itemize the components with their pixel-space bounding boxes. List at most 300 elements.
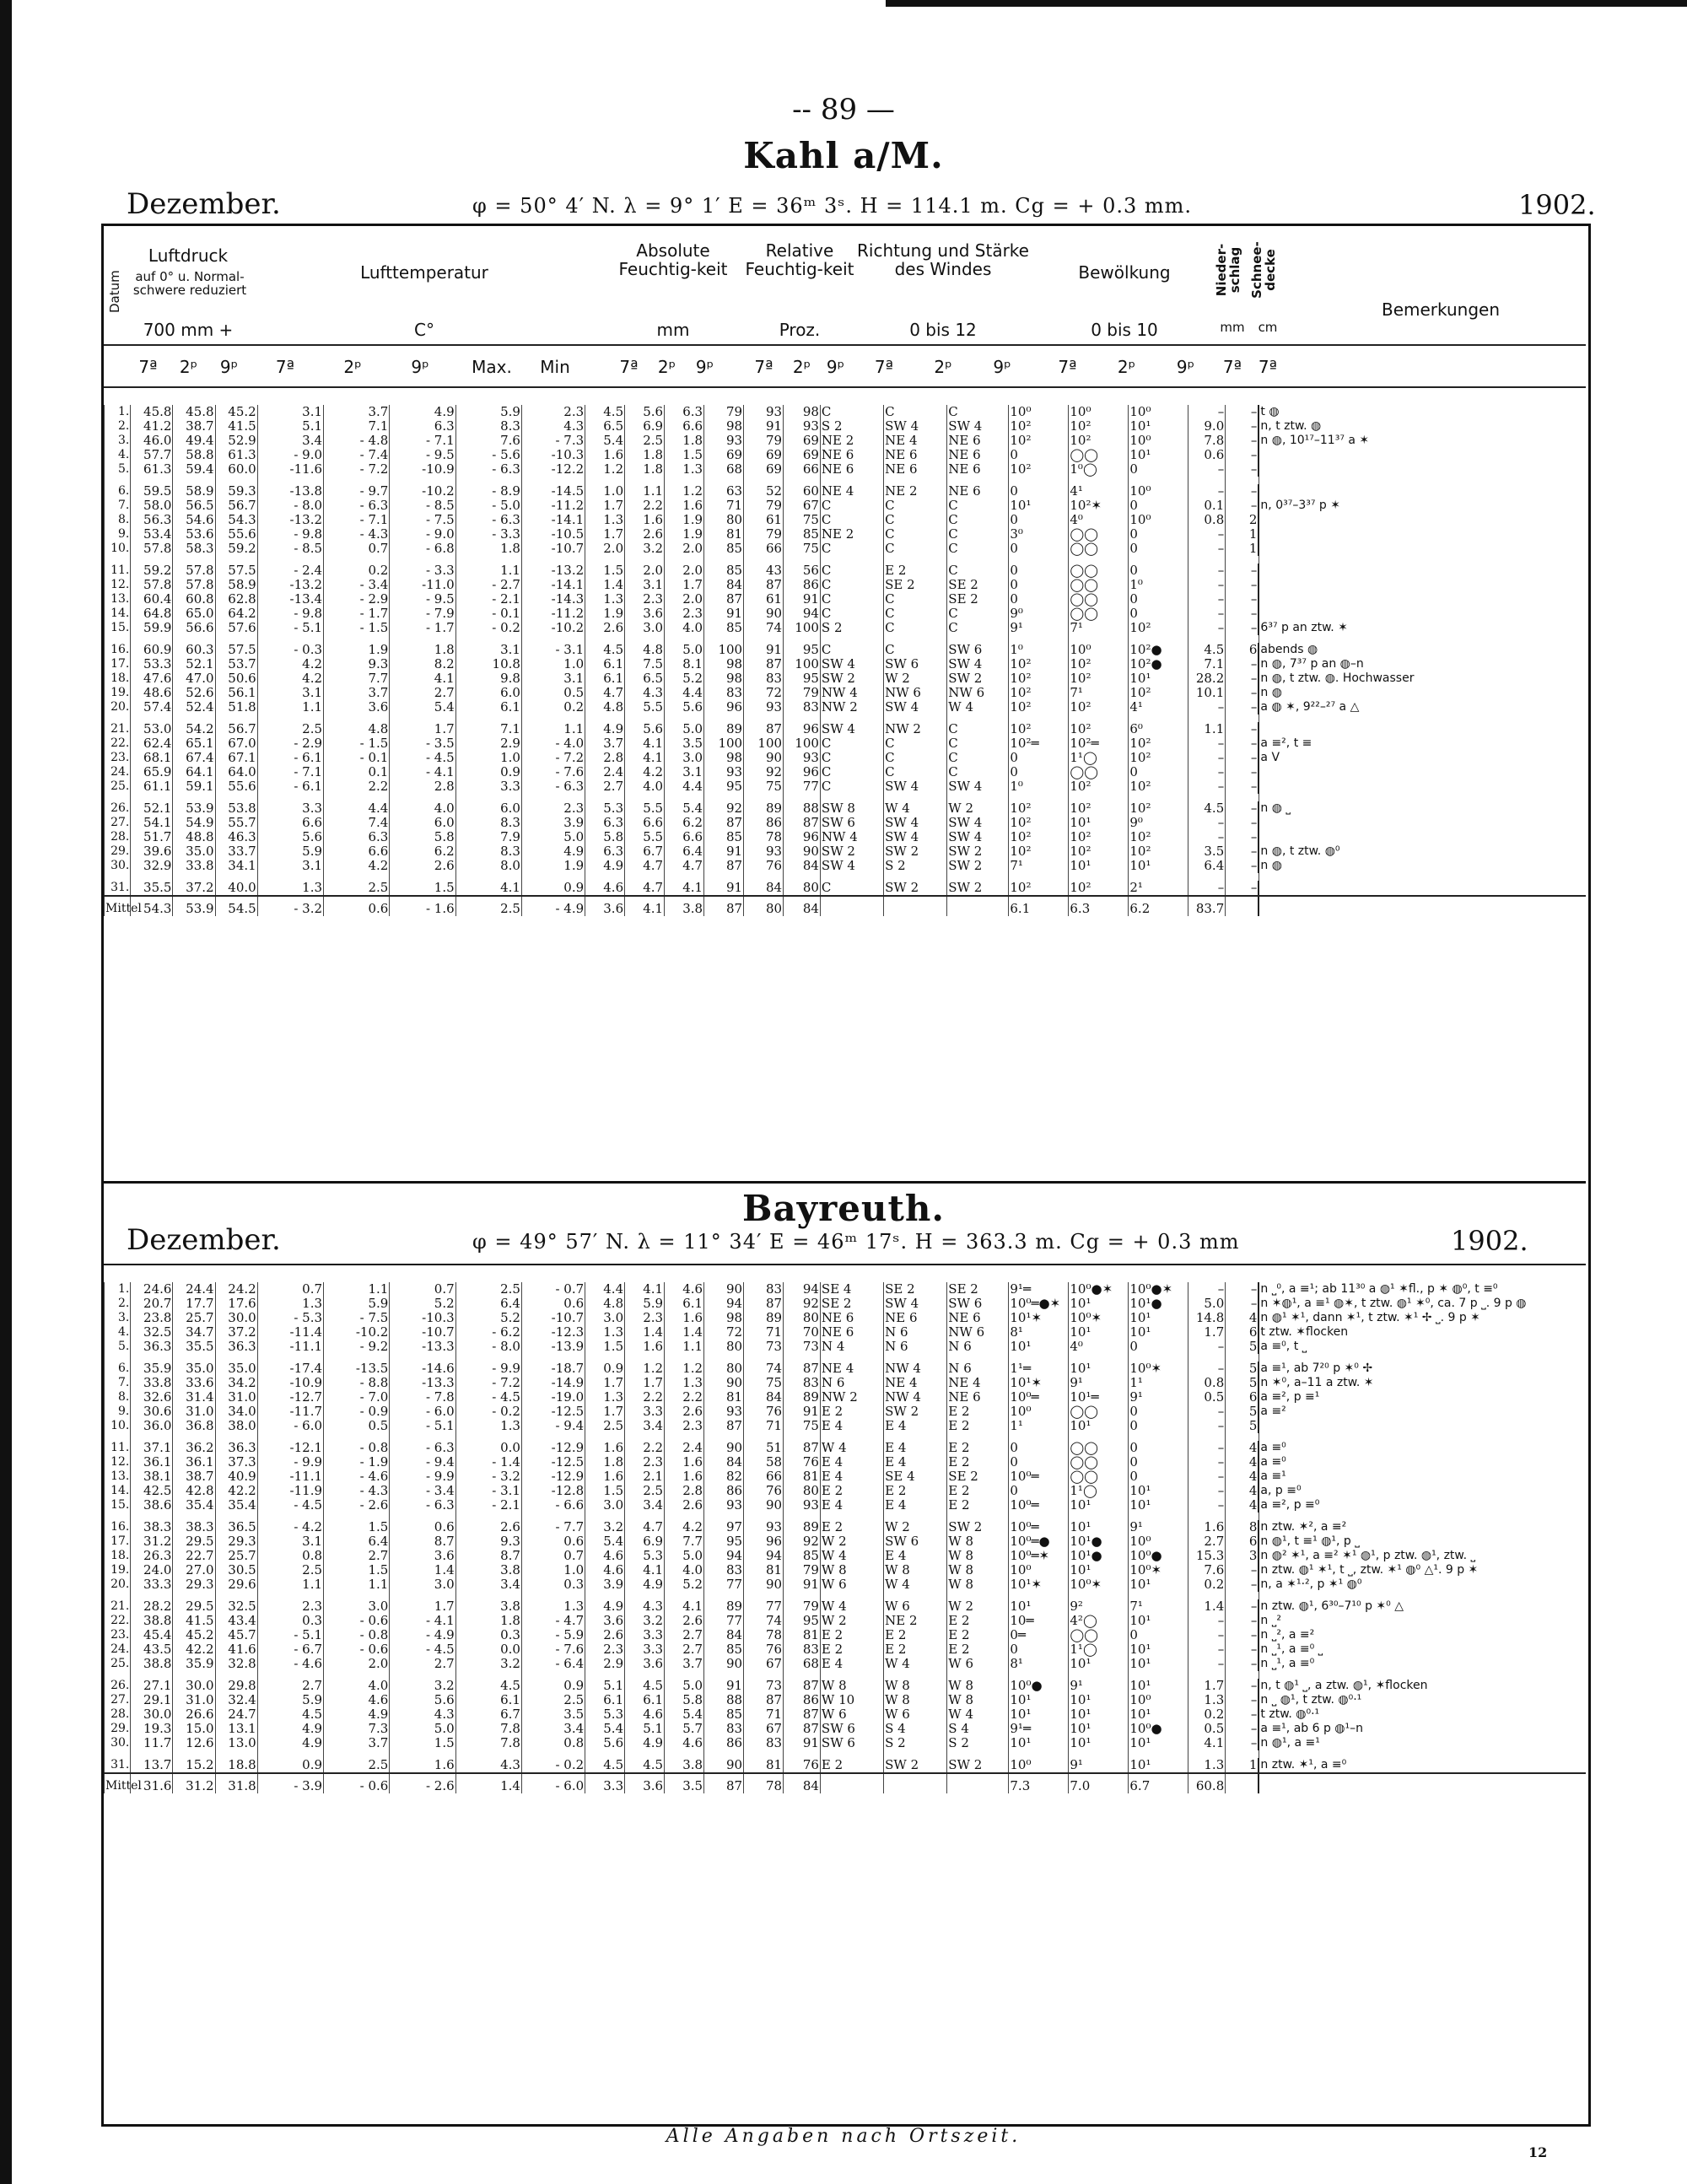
cell-snow-cover: 4 (1226, 1484, 1259, 1498)
cell-temp-9: 4.1 (390, 671, 455, 686)
cell-temp-max: - 6.3 (455, 462, 521, 477)
cell-abs-hum-2: 2.3 (625, 592, 665, 607)
cell-rel-hum-2: 79 (744, 499, 784, 513)
cell-cloud-9: 10²● (1129, 643, 1188, 657)
cell-temp-min: - 4.0 (521, 736, 585, 751)
cell-rel-hum-9: 100 (784, 621, 821, 635)
cell-wind-7: S 2 (820, 419, 883, 434)
cell-abs-hum-9: 2.3 (665, 1419, 704, 1433)
cell-temp-min: -14.1 (521, 578, 585, 592)
cell-abs-hum-7: 2.5 (585, 1419, 625, 1433)
cell-remarks: a ≡², t ≡ (1259, 736, 1586, 751)
cell-precipitation: – (1188, 405, 1226, 419)
sub-header-p2: 2ᵖ (179, 357, 198, 377)
cell-datum: 8. (105, 513, 131, 527)
cell-wind-2: NE 4 (884, 1376, 947, 1390)
cell-temp-2: 2.7 (324, 1549, 390, 1563)
cell-remarks (1259, 513, 1586, 527)
cell-cloud-2: ◯◯ (1069, 592, 1129, 607)
cell-abs-hum-2: 6.6 (625, 816, 665, 830)
cell-remarks: n ⎵⁰, a ≡¹; ab 11³⁰ a ◍¹ ✶fl., p ✶ ◍⁰, t ≡⁰ (1259, 1282, 1586, 1297)
cell-pressure-7: 38.3 (131, 1520, 173, 1534)
cell-temp-min: 4.3 (521, 419, 585, 434)
cell-rel-hum-9: 75 (784, 1419, 821, 1433)
mean-row (105, 896, 1587, 916)
cell-rel-hum-2: 61 (744, 592, 784, 607)
cell-pressure-7: 45.4 (131, 1628, 173, 1642)
cell-rel-hum-2: 83 (744, 1282, 784, 1297)
cell-wind-9: E 2 (947, 1628, 1009, 1642)
cell-cloud-7: 0 (1009, 1455, 1069, 1469)
cell-pressure-2: 31.4 (173, 1390, 215, 1405)
cell-wind-2: W 4 (884, 801, 947, 816)
cell-wind-7: E 2 (820, 1405, 883, 1419)
cell-rel-hum-9: 87 (784, 1441, 821, 1455)
table-row (105, 801, 1587, 816)
cell-temp-7: -10.9 (257, 1376, 323, 1390)
cell-precipitation: – (1188, 1614, 1226, 1628)
cell-wind-7: SW 8 (820, 801, 883, 816)
cell-cloud-2: 10⁰ (1069, 643, 1129, 657)
cell-pressure-7: 37.1 (131, 1441, 173, 1455)
cell-temp-9: 3.2 (390, 1679, 455, 1693)
cell-rel-hum-9: 86 (784, 578, 821, 592)
cell-snow-cover: – (1226, 844, 1259, 859)
cell-pressure-2: 34.7 (173, 1325, 215, 1340)
cell-temp-max: 1.8 (455, 1614, 521, 1628)
cell-temp-2: - 1.5 (324, 621, 390, 635)
cell-rel-hum-7: 93 (704, 434, 744, 448)
cell-pressure-2: 56.5 (173, 499, 215, 513)
cell-temp-9: 5.4 (390, 700, 455, 715)
cell-abs-hum-7: 4.8 (585, 1297, 625, 1311)
cell-pressure-9: 45.7 (215, 1628, 257, 1642)
cell-cloud-9: 10² (1129, 844, 1188, 859)
cell-pressure-7: 38.8 (131, 1657, 173, 1671)
cell-temp-max: 1.4 (455, 1773, 521, 1793)
cell-precipitation: – (1188, 1657, 1226, 1671)
cell-temp-9: - 2.6 (390, 1773, 455, 1793)
cell-pressure-2: 45.8 (173, 405, 215, 419)
cell-pressure-9: 56.1 (215, 686, 257, 700)
cell-pressure-7: 32.9 (131, 859, 173, 873)
cell-precipitation: – (1188, 1484, 1226, 1498)
cell-wind-7: C (820, 513, 883, 527)
cell-rel-hum-9: 87 (784, 1722, 821, 1736)
cell-pressure-2: 42.2 (173, 1642, 215, 1657)
cell-datum: 19. (105, 686, 131, 700)
cell-cloud-2: ◯◯ (1069, 1441, 1129, 1455)
cell-temp-2: - 0.6 (324, 1773, 390, 1793)
cell-rel-hum-9: 75 (784, 513, 821, 527)
cell-temp-7: -11.7 (257, 1405, 323, 1419)
cell-rel-hum-7: 80 (704, 1340, 744, 1354)
cell-cloud-9: 0 (1129, 499, 1188, 513)
cell-rel-hum-9: 89 (784, 1520, 821, 1534)
cell-temp-9: - 8.5 (390, 499, 455, 513)
table-row (105, 1282, 1587, 1297)
cell-snow-cover: – (1226, 1642, 1259, 1657)
cell-temp-7: 4.2 (257, 671, 323, 686)
cell-abs-hum-9: 5.6 (665, 700, 704, 715)
cell-temp-7: - 3.2 (257, 896, 323, 916)
cell-rel-hum-7: 80 (704, 1362, 744, 1376)
cell-cloud-9: 10¹● (1129, 1297, 1188, 1311)
kahl-observation-table (104, 405, 1586, 916)
cell-cloud-9: 10⁰● (1129, 1722, 1188, 1736)
cell-wind-2: W 6 (884, 1599, 947, 1614)
cell-wind-2: E 4 (884, 1441, 947, 1455)
cell-datum: 28. (105, 1707, 131, 1722)
cell-abs-hum-9: 6.4 (665, 844, 704, 859)
sub-header-t7: 7ª (275, 357, 295, 377)
cell-rel-hum-2: 89 (744, 801, 784, 816)
cell-rel-hum-2: 74 (744, 1614, 784, 1628)
sub-header-w9: 9ᵖ (993, 357, 1011, 377)
cell-rel-hum-2: 67 (744, 1722, 784, 1736)
cell-wind-7: C (820, 499, 883, 513)
cell-datum: 9. (105, 527, 131, 542)
table-row (105, 1707, 1587, 1722)
cell-wind-7: E 2 (820, 1642, 883, 1657)
cell-abs-hum-2: 2.2 (625, 499, 665, 513)
cell-pressure-7: 32.5 (131, 1325, 173, 1340)
cell-pressure-2: 33.6 (173, 1376, 215, 1390)
cell-rel-hum-7: 98 (704, 751, 744, 765)
cell-wind-2: SW 4 (884, 779, 947, 794)
table-row (105, 621, 1587, 635)
cell-snow-cover: 2 (1226, 513, 1259, 527)
cell-remarks (1259, 881, 1586, 896)
cell-wind-7: W 6 (820, 1707, 883, 1722)
table-row (105, 1520, 1587, 1534)
cell-temp-7: - 8.5 (257, 542, 323, 556)
cell-datum: 6. (105, 484, 131, 499)
cell-rel-hum-2: 43 (744, 564, 784, 578)
cell-abs-hum-9: 5.0 (665, 1679, 704, 1693)
cell-temp-max: 8.7 (455, 1549, 521, 1563)
cell-cloud-7: 10¹ (1009, 1340, 1069, 1354)
cell-rel-hum-9: 84 (784, 859, 821, 873)
cell-datum: 2. (105, 1297, 131, 1311)
cell-cloud-2: ◯◯ (1069, 765, 1129, 779)
cell-datum: 4. (105, 1325, 131, 1340)
cell-temp-7: -17.4 (257, 1362, 323, 1376)
cell-precipitation: 9.0 (1188, 419, 1226, 434)
cell-wind-9: E 2 (947, 1498, 1009, 1513)
cell-abs-hum-7: 4.4 (585, 1282, 625, 1297)
cell-pressure-9: 67.0 (215, 736, 257, 751)
cell-wind-2: W 6 (884, 1707, 947, 1722)
cell-temp-min: -10.5 (521, 527, 585, 542)
cell-temp-max: 3.1 (455, 643, 521, 657)
cell-temp-max: 8.3 (455, 816, 521, 830)
cell-cloud-9: 10² (1129, 830, 1188, 844)
cell-cloud-9: 9¹ (1129, 1390, 1188, 1405)
cell-precipitation: – (1188, 1362, 1226, 1376)
cell-temp-7: 0.7 (257, 1282, 323, 1297)
cell-temp-7: - 5.1 (257, 1628, 323, 1642)
cell-temp-min: - 5.9 (521, 1628, 585, 1642)
cell-cloud-9: 9¹ (1129, 1520, 1188, 1534)
cell-pressure-2: 36.8 (173, 1419, 215, 1433)
cell-cloud-7: 10¹✶ (1009, 1311, 1069, 1325)
cell-pressure-2: 38.7 (173, 1469, 215, 1484)
cell-rel-hum-9: 93 (784, 1498, 821, 1513)
cell-temp-max: - 1.4 (455, 1455, 521, 1469)
cell-abs-hum-2: 4.3 (625, 1599, 665, 1614)
cell-temp-2: 3.7 (324, 686, 390, 700)
cell-snow-cover: 4 (1226, 1469, 1259, 1484)
cell-pressure-2: 31.0 (173, 1693, 215, 1707)
cell-rel-hum-7: 98 (704, 419, 744, 434)
cell-temp-7: - 9.0 (257, 448, 323, 462)
cell-wind-2: NE 2 (884, 1614, 947, 1628)
cell-rel-hum-9: 80 (784, 1484, 821, 1498)
cell-cloud-9: 6⁰ (1129, 722, 1188, 736)
cell-snow-cover: – (1226, 1614, 1259, 1628)
cell-temp-7: - 6.1 (257, 779, 323, 794)
page-number: -- 89 — (792, 93, 895, 127)
cell-abs-hum-9: 3.0 (665, 751, 704, 765)
cell-temp-7: -12.7 (257, 1390, 323, 1405)
cell-wind-9: SE 2 (947, 592, 1009, 607)
corner-mark: 12 (1528, 2144, 1548, 2160)
month-label: Dezember. (127, 187, 281, 221)
cell-abs-hum-9: 5.4 (665, 1707, 704, 1722)
cell-abs-hum-2: 4.1 (625, 736, 665, 751)
cell-rel-hum-9: 69 (784, 448, 821, 462)
cell-rel-hum-2: 73 (744, 1679, 784, 1693)
header-schneedecke: Schnee-decke (1249, 241, 1278, 299)
cell-wind-7: W 4 (820, 1441, 883, 1455)
cell-wind-7: W 10 (820, 1693, 883, 1707)
header-rel-feuchte-unit: Proz. (779, 320, 821, 340)
cell-temp-min: 3.1 (521, 671, 585, 686)
cell-remarks: n ⎵² (1259, 1614, 1586, 1628)
cell-rel-hum-9: 56 (784, 564, 821, 578)
table-row (105, 830, 1587, 844)
cell-wind-9: E 2 (947, 1614, 1009, 1628)
cell-precipitation: – (1188, 484, 1226, 499)
cell-datum: 1. (105, 1282, 131, 1297)
cell-temp-7: 3.1 (257, 686, 323, 700)
cell-wind-2: N 6 (884, 1325, 947, 1340)
cell-temp-7: -11.1 (257, 1469, 323, 1484)
cell-rel-hum-9: 68 (784, 1657, 821, 1671)
cell-wind-2: NE 6 (884, 448, 947, 462)
cell-abs-hum-9: 1.9 (665, 527, 704, 542)
cell-wind-2: SW 2 (884, 1758, 947, 1773)
cell-wind-9: E 2 (947, 1405, 1009, 1419)
cell-datum: 2. (105, 419, 131, 434)
cell-temp-7: - 4.2 (257, 1520, 323, 1534)
cell-temp-2: - 3.4 (324, 578, 390, 592)
cell-remarks: n ◍, t ztw. ◍. Hochwasser (1259, 671, 1586, 686)
cell-temp-min: - 9.4 (521, 1419, 585, 1433)
cell-pressure-9: 59.2 (215, 542, 257, 556)
cell-temp-max: 7.9 (455, 830, 521, 844)
cell-wind-9: SE 2 (947, 1469, 1009, 1484)
cell-pressure-9: 50.6 (215, 671, 257, 686)
cell-pressure-7: 60.4 (131, 592, 173, 607)
cell-datum: 30. (105, 1736, 131, 1750)
cell-cloud-2: ◯◯ (1069, 527, 1129, 542)
cell-temp-2: 1.1 (324, 1577, 390, 1592)
cell-abs-hum-9: 6.1 (665, 1297, 704, 1311)
cell-rel-hum-9: 93 (784, 751, 821, 765)
cell-cloud-7: 7¹ (1009, 859, 1069, 873)
cell-cloud-9: 10⁰ (1129, 1693, 1188, 1707)
row-spacer (105, 556, 1587, 564)
cell-rel-hum-2: 78 (744, 830, 784, 844)
header-abs-feuchte-unit: mm (656, 320, 690, 340)
table-row (105, 405, 1587, 419)
cell-pressure-9: 37.2 (215, 1325, 257, 1340)
cell-rel-hum-2: 76 (744, 1642, 784, 1657)
cell-cloud-7: 10⁰ (1009, 1405, 1069, 1419)
cell-datum: 10. (105, 1419, 131, 1433)
cell-abs-hum-7: 3.0 (585, 1498, 625, 1513)
cell-abs-hum-9: 8.1 (665, 657, 704, 671)
cell-temp-7: 5.6 (257, 830, 323, 844)
cell-pressure-2: 27.0 (173, 1563, 215, 1577)
cell-abs-hum-2: 4.1 (625, 896, 665, 916)
cell-abs-hum-7: 6.5 (585, 419, 625, 434)
cell-temp-7: 3.4 (257, 434, 323, 448)
cell-datum: 27. (105, 816, 131, 830)
cell-pressure-2: 45.2 (173, 1628, 215, 1642)
cell-abs-hum-7: 4.6 (585, 1563, 625, 1577)
cell-cloud-7: 1¹ (1009, 1419, 1069, 1433)
cell-cloud-2: ◯◯ (1069, 542, 1129, 556)
cell-temp-9: -10.9 (390, 462, 455, 477)
cell-cloud-2: 10² (1069, 844, 1129, 859)
cell-abs-hum-7: 4.5 (585, 643, 625, 657)
cell-rel-hum-9: 87 (784, 1707, 821, 1722)
cell-temp-max: 6.4 (455, 1297, 521, 1311)
cell-rel-hum-9: 84 (784, 896, 821, 916)
cell-rel-hum-9: 95 (784, 1614, 821, 1628)
cell-remarks: n ◍ ⎵ (1259, 801, 1586, 816)
cell-wind-2: S 4 (884, 1722, 947, 1736)
cell-pressure-9: 31.8 (215, 1773, 257, 1793)
cell-pressure-9: 33.7 (215, 844, 257, 859)
cell-rel-hum-2: 87 (744, 657, 784, 671)
cell-abs-hum-2: 6.9 (625, 1534, 665, 1549)
cell-abs-hum-7: 1.5 (585, 1484, 625, 1498)
cell-temp-7: - 4.6 (257, 1657, 323, 1671)
cell-cloud-9: 1¹ (1129, 1376, 1188, 1390)
cell-abs-hum-2: 1.8 (625, 462, 665, 477)
cell-pressure-2: 52.6 (173, 686, 215, 700)
cell-cloud-9: 0 (1129, 1441, 1188, 1455)
cell-cloud-7: 10⁰═ (1009, 1390, 1069, 1405)
cell-datum: 20. (105, 1577, 131, 1592)
cell-wind-2: C (884, 765, 947, 779)
cell-temp-9: -10.7 (390, 1325, 455, 1340)
table-row (105, 1642, 1587, 1657)
cell-pressure-7: 35.5 (131, 881, 173, 896)
cell-cloud-9: 10⁰●✶ (1129, 1282, 1188, 1297)
cell-temp-7: 3.1 (257, 405, 323, 419)
cell-temp-min: 0.3 (521, 1577, 585, 1592)
cell-abs-hum-9: 4.6 (665, 1736, 704, 1750)
cell-abs-hum-7: 3.2 (585, 1520, 625, 1534)
cell-datum: 11. (105, 564, 131, 578)
cell-temp-min: -10.3 (521, 448, 585, 462)
cell-rel-hum-7: 84 (704, 1455, 744, 1469)
cell-abs-hum-9: 5.0 (665, 643, 704, 657)
cell-abs-hum-9: 6.6 (665, 419, 704, 434)
cell-rel-hum-9: 96 (784, 830, 821, 844)
cell-pressure-9: 52.9 (215, 434, 257, 448)
cell-rel-hum-7: 82 (704, 1469, 744, 1484)
cell-temp-9: 5.2 (390, 1297, 455, 1311)
cell-rel-hum-7: 69 (704, 448, 744, 462)
cell-wind-9: C (947, 527, 1009, 542)
cell-pressure-2: 41.5 (173, 1614, 215, 1628)
cell-wind-7: NE 6 (820, 448, 883, 462)
cell-pressure-2: 36.2 (173, 1441, 215, 1455)
cell-cloud-2: 10⁰●✶ (1069, 1282, 1129, 1297)
cell-wind-9: W 8 (947, 1693, 1009, 1707)
cell-abs-hum-2: 5.1 (625, 1722, 665, 1736)
cell-rel-hum-7: 85 (704, 564, 744, 578)
cell-wind-2: S 2 (884, 1736, 947, 1750)
cell-pressure-7: 36.1 (131, 1455, 173, 1469)
cell-wind-2 (884, 1773, 947, 1793)
cell-rel-hum-9: 96 (784, 722, 821, 736)
cell-precipitation: 7.6 (1188, 1563, 1226, 1577)
cell-temp-2: - 8.8 (324, 1376, 390, 1390)
cell-temp-max: 1.3 (455, 1419, 521, 1433)
cell-temp-min: - 7.6 (521, 1642, 585, 1657)
cell-datum: 29. (105, 844, 131, 859)
cell-pressure-7: 64.8 (131, 607, 173, 621)
cell-pressure-9: 32.8 (215, 1657, 257, 1671)
cell-wind-7: NE 2 (820, 527, 883, 542)
cell-datum: 18. (105, 1549, 131, 1563)
cell-cloud-7: 10² (1009, 816, 1069, 830)
cell-pressure-7: 30.6 (131, 1405, 173, 1419)
cell-rel-hum-9: 85 (784, 527, 821, 542)
cell-remarks: a ≡⁰, t ⎵ (1259, 1340, 1586, 1354)
cell-pressure-9: 24.2 (215, 1282, 257, 1297)
cell-temp-9: 1.4 (390, 1563, 455, 1577)
cell-pressure-7: 38.6 (131, 1498, 173, 1513)
cell-abs-hum-2: 4.5 (625, 1758, 665, 1773)
cell-abs-hum-7: 2.9 (585, 1657, 625, 1671)
cell-abs-hum-9: 5.8 (665, 1693, 704, 1707)
cell-datum: 8. (105, 1390, 131, 1405)
cell-remarks: a ≡⁰ (1259, 1441, 1586, 1455)
cell-rel-hum-9: 90 (784, 844, 821, 859)
cell-snow-cover: – (1226, 1679, 1259, 1693)
spacer-cell (105, 556, 131, 564)
cell-abs-hum-7: 1.9 (585, 607, 625, 621)
cell-temp-max: 7.8 (455, 1722, 521, 1736)
spacer-cell (105, 794, 131, 801)
header-bewolkung-unit: 0 bis 10 (1091, 320, 1158, 340)
cell-abs-hum-9: 1.5 (665, 448, 704, 462)
cell-rel-hum-7: 96 (704, 700, 744, 715)
cell-snow-cover: – (1226, 881, 1259, 896)
cell-datum: 10. (105, 542, 131, 556)
cell-cloud-9: 0 (1129, 542, 1188, 556)
cell-rel-hum-9: 76 (784, 1455, 821, 1469)
cell-datum: 3. (105, 434, 131, 448)
